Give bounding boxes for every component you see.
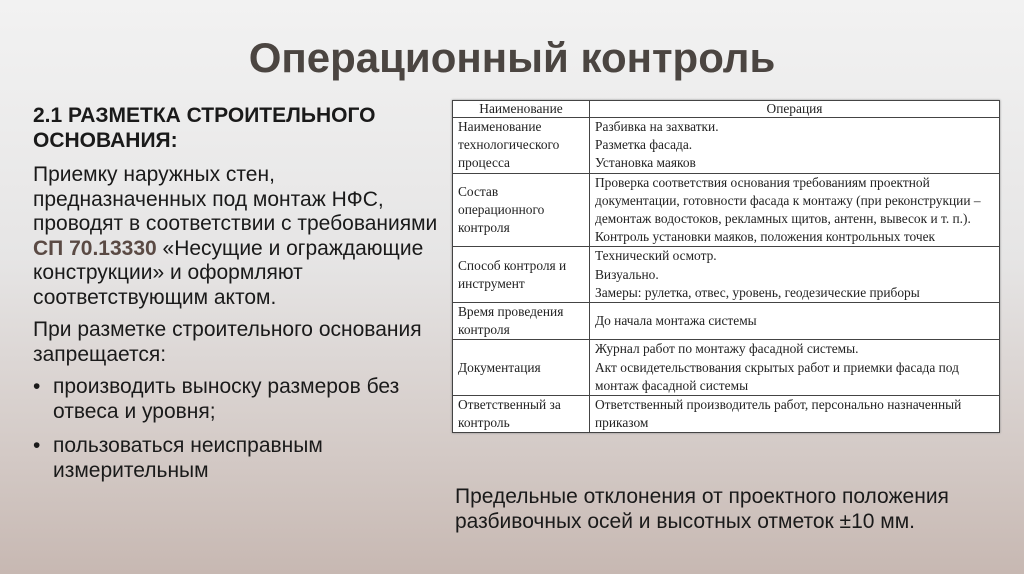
paragraph-text: Приемку наружных стен, предназначенных под монтаж НФС, проводят в соответствии с требованиями — [33, 163, 438, 235]
operations-table — [452, 100, 1000, 433]
row-operation — [590, 173, 1000, 247]
paragraph-acceptance — [33, 163, 443, 310]
row-name: Наименование технологического процесса — [453, 118, 590, 174]
operation-line: Разметка фасада. — [595, 137, 693, 153]
row-operation — [590, 247, 1000, 303]
row-name: Документация — [453, 340, 590, 396]
tolerance-note: Предельные отклонения от проектного положения разбивочных осей и высотных отметок ±10 мм. — [455, 485, 949, 533]
table-row — [453, 396, 1000, 433]
row-operation — [590, 118, 1000, 174]
row-name: Способ контроля и инструмент — [453, 247, 590, 303]
paragraph-text: «Несущие и ограждающие конструкции» и оформляют соответствующим актом. — [33, 236, 424, 309]
left-column — [33, 104, 443, 493]
operation-line: Визуально. — [595, 266, 659, 282]
row-name: Время проведения контроля — [453, 303, 590, 340]
operation-line: Контроль установки маяков, положения контрольных точек — [595, 229, 936, 245]
table-row — [453, 340, 1000, 396]
column-header: Наименование — [453, 101, 590, 118]
table-row — [453, 303, 1000, 340]
list-item: • пользоваться неисправным измерительным — [33, 434, 443, 483]
standard-reference: СП 70.13330 — [33, 236, 157, 260]
table-row — [453, 118, 1000, 174]
operation-line: Проверка соответствия основания требованиям проектной документации, готовности фасада к монтажу (при реконструкции – демонтаж водостоков, рекламных щитов, антенн, вывесок и т. п.). — [595, 174, 981, 227]
column-header: Операция — [590, 101, 1000, 118]
prohibited-list — [33, 375, 443, 483]
operation-line: До начала монтажа системы — [595, 313, 757, 329]
slide-title: Операционный контроль — [248, 34, 776, 81]
table-row — [453, 173, 1000, 247]
list-item: • производить выноску размеров без отвеса и уровня; — [33, 375, 443, 424]
operation-line: Замеры: рулетка, отвес, уровень, геодезические приборы — [595, 284, 920, 300]
row-operation — [590, 340, 1000, 396]
operation-line: Разбивка на захватки. — [595, 119, 719, 134]
paragraph-prohibited: При разметке строительного основания запрещается: — [33, 318, 422, 366]
table-row — [453, 247, 1000, 303]
operation-line: Журнал работ по монтажу фасадной системы. — [595, 341, 859, 357]
row-operation — [590, 303, 1000, 340]
operation-line: Ответственный производитель работ, персонально назначенный приказом — [595, 397, 962, 431]
row-name: Ответственный за контроль — [453, 396, 590, 433]
operation-line: Акт освидетельствования скрытых работ и приемки фасада под монтаж фасадной системы — [595, 359, 959, 393]
row-operation — [590, 396, 1000, 433]
section-heading: 2.1 РАЗМЕТКА СТРОИТЕЛЬНОГО ОСНОВАНИЯ: — [33, 104, 376, 152]
row-name: Состав операционного контроля — [453, 173, 590, 247]
operation-line: Технический осмотр. — [595, 248, 717, 264]
operation-line: Установка маяков — [595, 155, 696, 171]
